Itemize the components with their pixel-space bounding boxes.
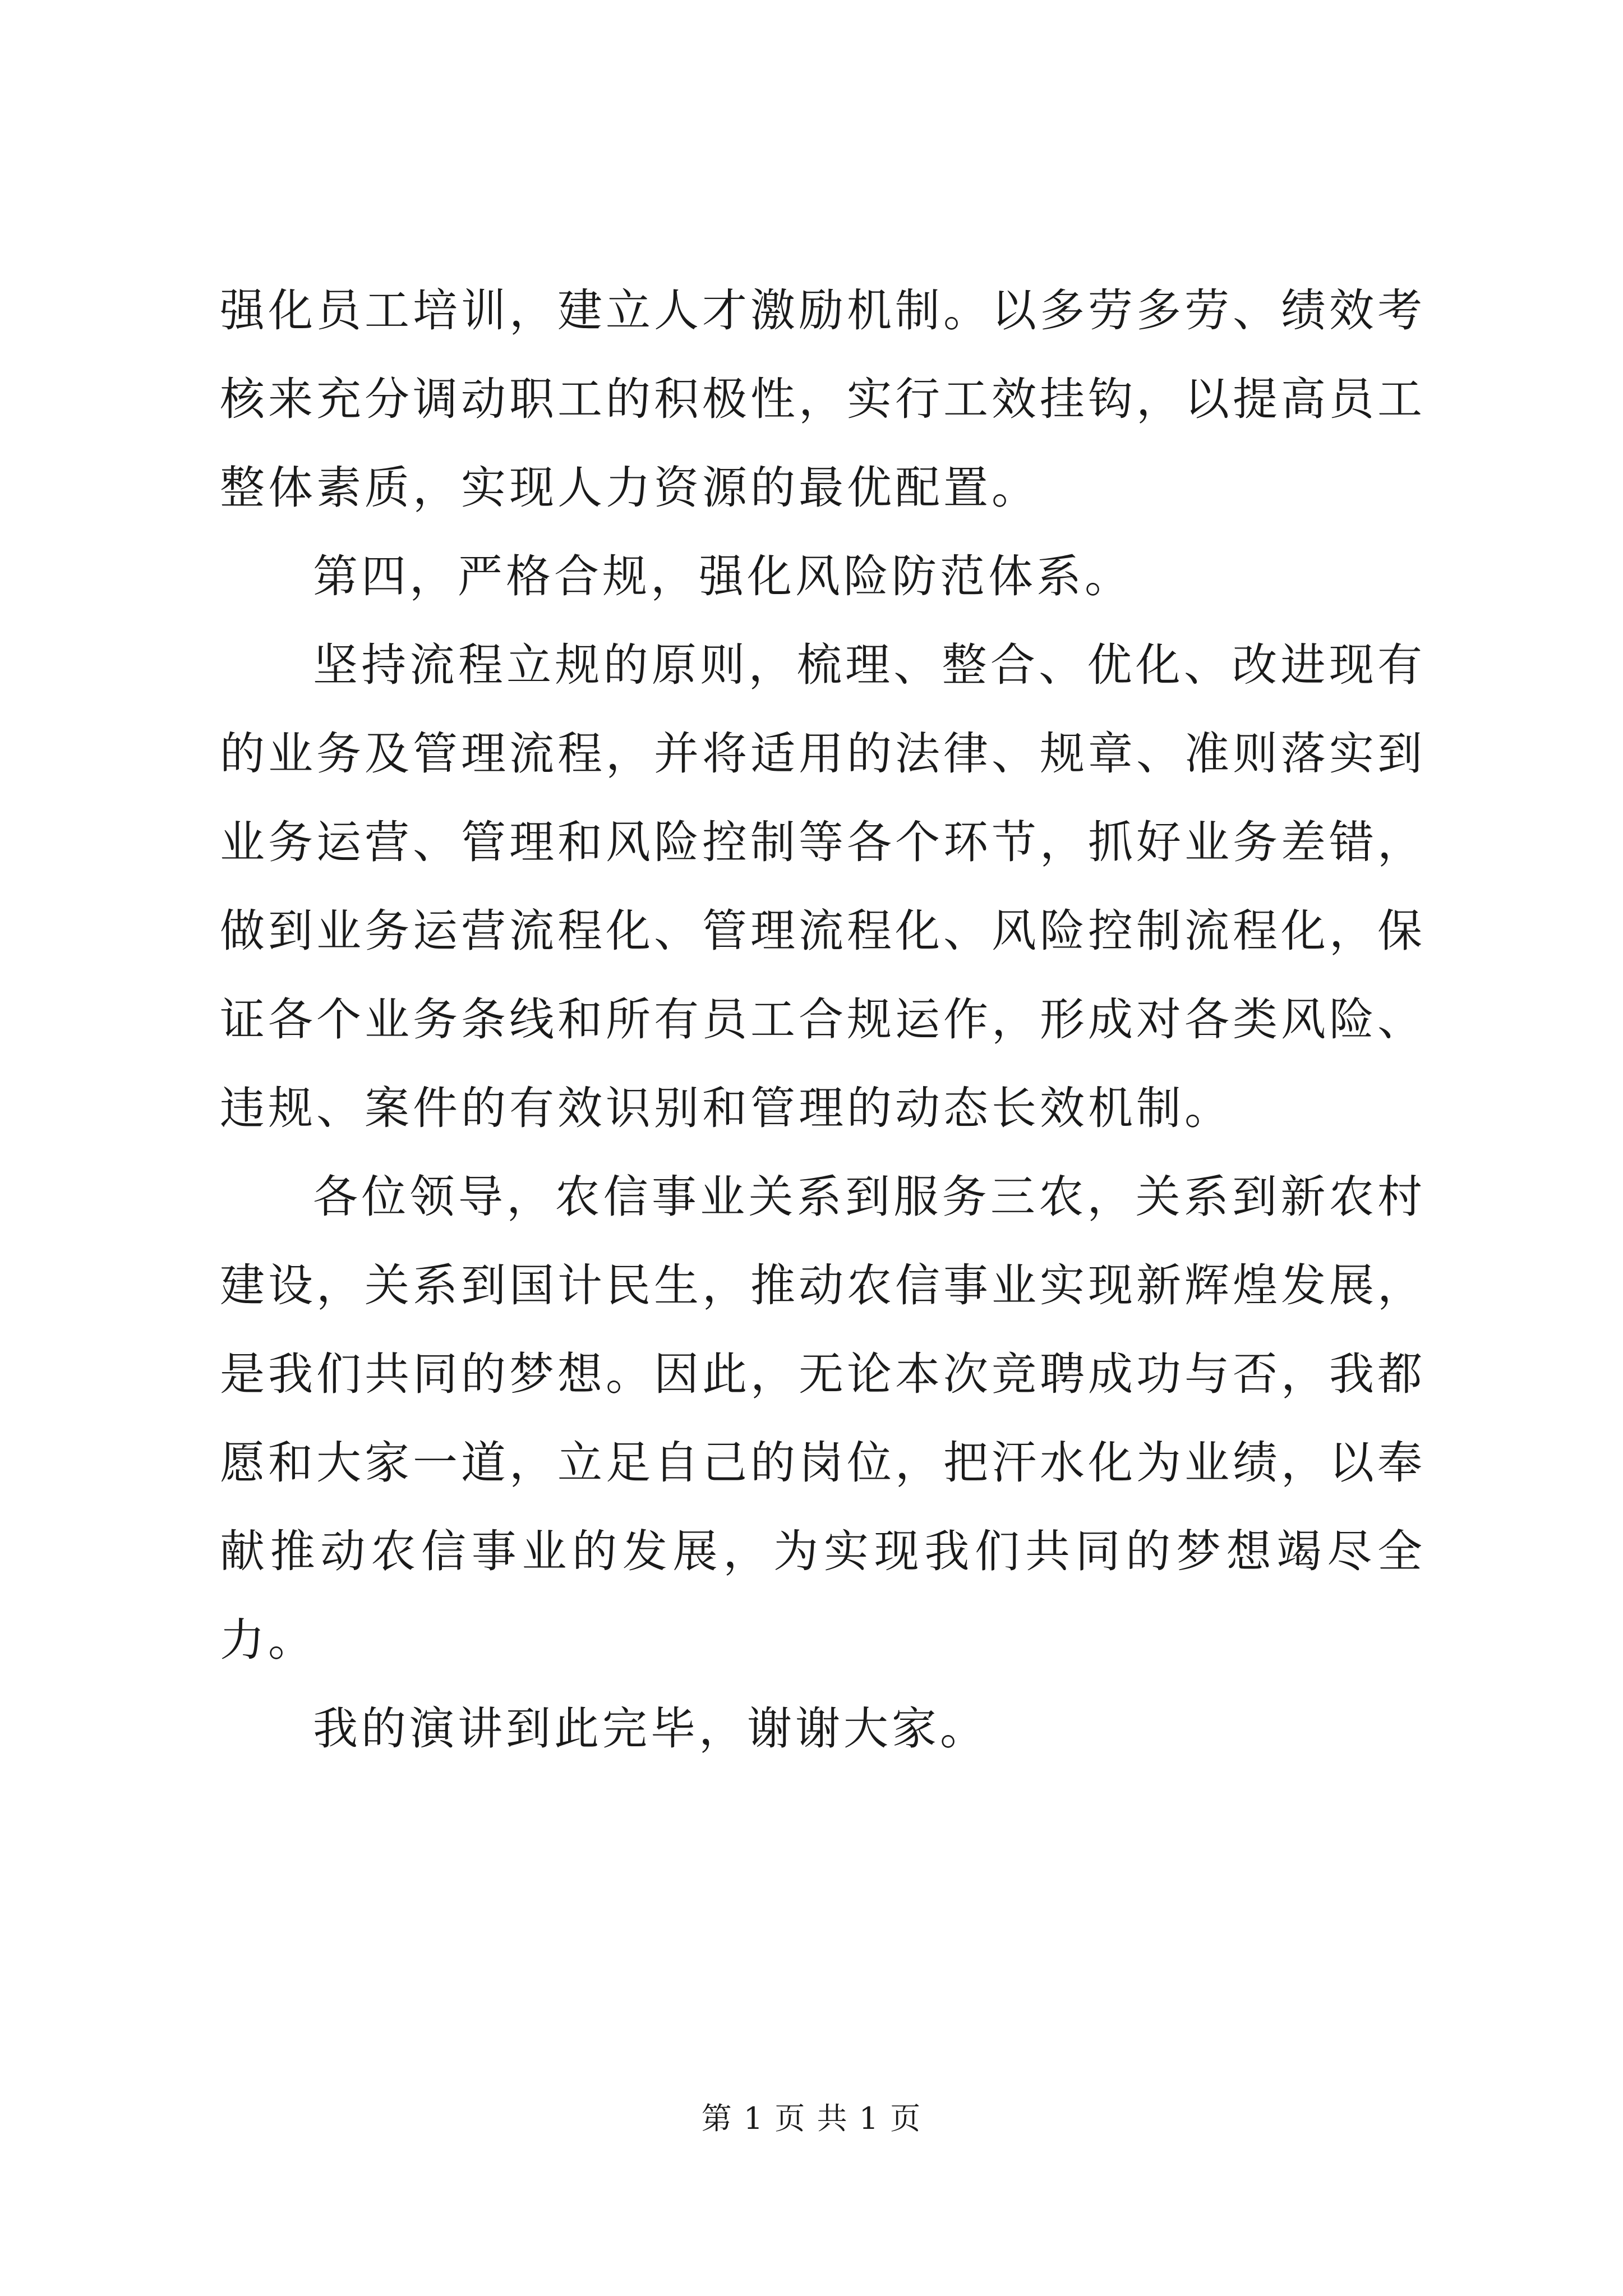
paragraph-training: 强化员工培训，建立人才激励机制。以多劳多劳、绩效考核来充分调动职工的积极性，实行工效挂钩，以提高员工整体素质，实现人力资源的最优配置。 [220, 284, 1426, 514]
page-footer: 第 1 页 共 1 页 [701, 2101, 922, 2136]
document-body [220, 266, 1426, 1773]
paragraph-thanks: 我的演讲到此完毕，谢谢大家。 [313, 1703, 988, 1755]
paragraph-heading-compliance: 第四，严格合规，强化风险防范体系。 [313, 550, 1133, 602]
paragraph-process-compliance: 坚持流程立规的原则，梳理、整合、优化、改进现有的业务及管理流程，并将适用的法律、规章、准则落实到业务运营、管理和风险控制等各个环节，抓好业务差错，做到业务运营流程化、管理流程化、风险控制流程化，保证各个业务条线和所有员工合规运作，形成对各类风险、违规、案件的有效识别和管理的动态长效机制。 [220, 639, 1426, 1134]
paragraph-closing-remarks: 各位领导，农信事业关系到服务三农，关系到新农村建设，关系到国计民生，推动农信事业实现新辉煌发展，是我们共同的梦想。因此，无论本次竞聘成功与否，我都愿和大家一道，立足自己的岗位，把汗水化为业绩，以奉献推动农信事业的发展，为实现我们共同的梦想竭尽全力。 [220, 1171, 1426, 1666]
